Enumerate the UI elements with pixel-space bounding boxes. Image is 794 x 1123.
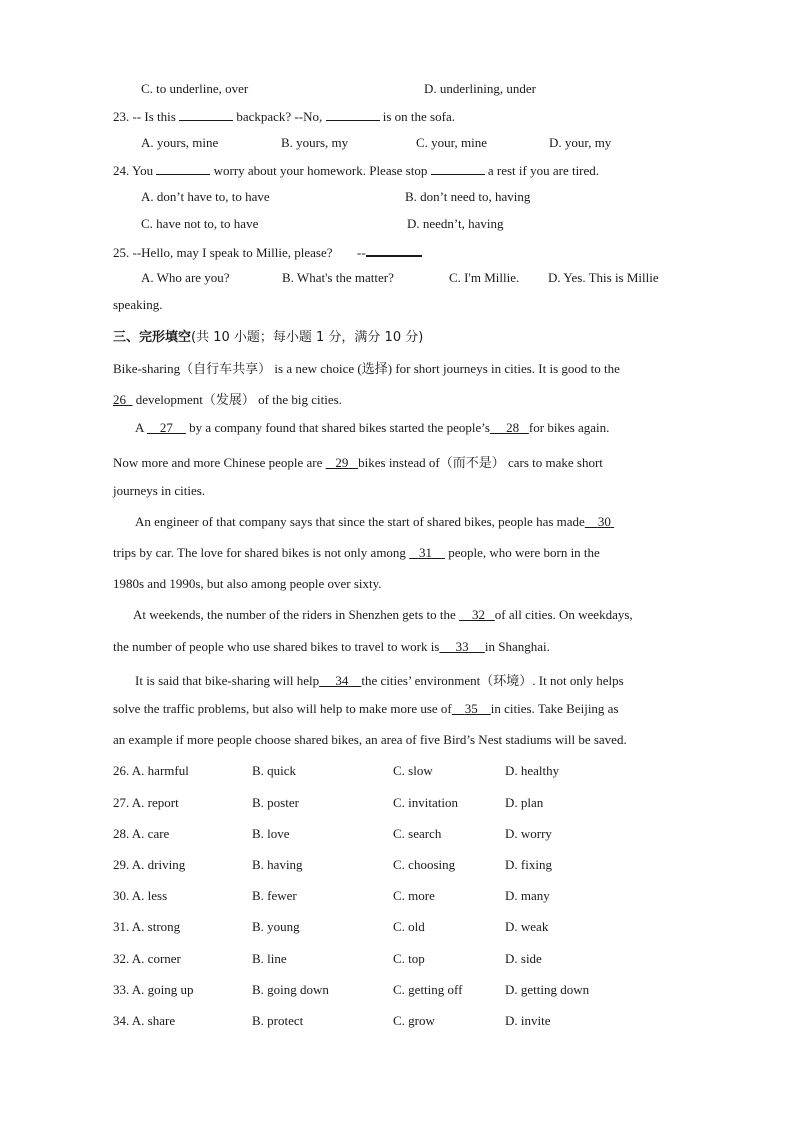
q23-stem — [113, 108, 455, 125]
q25-reply-prefix: -- — [357, 245, 366, 260]
passage-p1-line1: Bike-sharing（自行车共享） is a new choice (选择) for short journeys in cities. It is good to the — [113, 361, 620, 376]
option-27-a: 27. A. report — [113, 795, 179, 810]
option-34-d: D. invite — [505, 1013, 551, 1028]
blank-28: 28 — [506, 420, 520, 435]
option-27-b: B. poster — [252, 795, 299, 810]
q24-option-c: C. have not to, to have — [141, 216, 259, 231]
option-29-c: C. choosing — [393, 857, 456, 872]
p3-l1-part1: An engineer of that company says that since the start of shared bikes, people has made — [135, 514, 585, 529]
option-28-c: C. search — [393, 826, 442, 841]
p2-l1-part3: for bikes again. — [528, 420, 610, 435]
option-32-d: D. side — [505, 951, 542, 966]
q25-blank — [366, 243, 422, 257]
passage-p1-line2 — [113, 389, 342, 408]
passage-p5-line2 — [113, 701, 619, 717]
blank-31: 31 — [418, 545, 432, 560]
section-heading — [113, 326, 423, 345]
p4-l2-part2: in Shanghai. — [484, 639, 550, 654]
blank-32: 32 — [472, 607, 485, 622]
passage-p4-line1 — [133, 607, 633, 623]
option-30-a: 30. A. less — [113, 888, 168, 903]
option-29-a: 29. A. driving — [113, 857, 186, 872]
section-note: (共 10 小题；每小题 1 分，满分 10 分) — [191, 330, 424, 345]
q25-option-c: C. I'm Millie. — [449, 270, 520, 285]
q23-option-c: C. your, mine — [416, 135, 487, 150]
option-26-c: C. slow — [393, 763, 433, 778]
q24-blank-2 — [431, 162, 485, 175]
option-34-b: B. protect — [252, 1013, 304, 1028]
option-32-a: 32. A. corner — [113, 951, 181, 966]
blank-33: 33 — [455, 639, 469, 654]
option-32-c: C. top — [393, 951, 425, 966]
q23-blank-1 — [179, 108, 233, 121]
option-30-d: D. many — [505, 888, 550, 903]
q23-option-a: A. yours, mine — [141, 135, 219, 150]
passage-p2-line1 — [135, 420, 609, 436]
option-31-d: D. weak — [505, 919, 549, 934]
p5-l2-part2: in cities. Take Beijing as — [490, 701, 619, 716]
q23-stem-part2: backpack? --No, — [236, 109, 323, 124]
passage-p2-line3: journeys in cities. — [113, 483, 206, 498]
q22-option-c: C. to underline, over — [141, 81, 249, 96]
q24-stem-part3: a rest if you are tired. — [487, 163, 600, 178]
p4-l1-part1: At weekends, the number of the riders in Shenzhen gets to the — [133, 607, 456, 622]
blank-29: 29 — [335, 455, 349, 470]
passage-p2-line2 — [113, 452, 603, 471]
option-29-d: D. fixing — [505, 857, 552, 872]
option-26-d: D. healthy — [505, 763, 560, 778]
q25-option-b: B. What's the matter? — [282, 270, 394, 285]
q24-option-b: B. don’t need to, having — [405, 189, 531, 204]
q24-stem-part1: 24. You — [113, 163, 154, 178]
blank-34: 34 — [335, 673, 349, 688]
option-27-d: D. plan — [505, 795, 544, 810]
p2-l1-part2: by a company found that shared bikes started the people’s — [189, 420, 490, 435]
p4-l2-part1: the number of people who use shared bikes to travel to work is — [113, 639, 440, 654]
option-33-d: D. getting down — [505, 982, 590, 997]
option-31-c: C. old — [393, 919, 425, 934]
passage-p3-line3: 1980s and 1990s, but also among people over sixty. — [113, 576, 382, 591]
q25-stem — [113, 243, 422, 261]
passage-p3-line1 — [135, 514, 614, 530]
passage-p4-line2 — [113, 639, 550, 655]
blank-26: 26 — [113, 392, 126, 407]
option-26-a: 26. A. harmful — [113, 763, 189, 778]
q24-stem-part2: worry about your homework. Please stop — [213, 163, 428, 178]
passage-p5-line3: an example if more people choose shared bikes, an area of five Bird’s Nest stadiums will be saved. — [113, 732, 627, 747]
q23-option-b: B. yours, my — [281, 135, 349, 150]
p5-l2-part1: solve the traffic problems, but also will help to make more use of — [113, 701, 452, 716]
p2-l2-part1: Now more and more Chinese people are — [113, 455, 323, 470]
p2-l1-part1: A — [135, 420, 144, 435]
q24-option-d: D. needn’t, having — [407, 216, 504, 231]
p3-l2-part1: trips by car. The love for shared bikes is not only among — [113, 545, 406, 560]
q24-stem — [113, 162, 599, 179]
q25-stem-text: 25. --Hello, may I speak to Millie, please? — [113, 245, 333, 260]
section-title: 三、完形填空 — [113, 330, 192, 345]
option-26-b: B. quick — [252, 763, 297, 778]
option-28-d: D. worry — [505, 826, 552, 841]
blank-35: 35 — [464, 701, 478, 716]
option-28-b: B. love — [252, 826, 290, 841]
q23-stem-part3: is on the sofa. — [382, 109, 455, 124]
passage-p5-line1 — [135, 670, 624, 689]
option-27-c: C. invitation — [393, 795, 458, 810]
q24-option-a: A. don’t have to, to have — [141, 189, 270, 204]
p2-l2-part2: bikes instead of（而不是） cars to make short — [358, 455, 603, 470]
option-31-b: B. young — [252, 919, 300, 934]
q25-option-d-continued: speaking. — [113, 297, 163, 312]
p4-l1-part2: of all cities. On weekdays, — [494, 607, 633, 622]
option-31-a: 31. A. strong — [113, 919, 181, 934]
q24-blank-1 — [156, 162, 210, 175]
option-34-c: C. grow — [393, 1013, 435, 1028]
q23-option-d: D. your, my — [549, 135, 612, 150]
option-32-b: B. line — [252, 951, 287, 966]
q25-option-d: D. Yes. This is Millie — [548, 270, 659, 285]
p5-l1-part1: It is said that bike-sharing will help — [135, 673, 320, 688]
q25-option-a: A. Who are you? — [141, 270, 230, 285]
p5-l1-part2: the cities’ environment（环境）. It not only helps — [361, 673, 624, 688]
option-29-b: B. having — [252, 857, 303, 872]
option-33-c: C. getting off — [393, 982, 463, 997]
passage-p1-line2-text: development（发展） of the big cities. — [135, 392, 342, 407]
option-33-a: 33. A. going up — [113, 982, 194, 997]
blank-27: 27 — [159, 420, 173, 435]
blank-30: 30 — [597, 514, 611, 529]
option-34-a: 34. A. share — [113, 1013, 176, 1028]
option-33-b: B. going down — [252, 982, 329, 997]
q22-option-d: D. underlining, under — [424, 81, 536, 96]
q23-blank-2 — [326, 108, 380, 121]
option-28-a: 28. A. care — [113, 826, 170, 841]
q23-stem-part1: 23. -- Is this — [113, 109, 176, 124]
passage-p3-line2 — [113, 545, 600, 561]
p3-l2-part2: people, who were born in the — [448, 545, 600, 560]
option-30-b: B. fewer — [252, 888, 297, 903]
option-30-c: C. more — [393, 888, 435, 903]
